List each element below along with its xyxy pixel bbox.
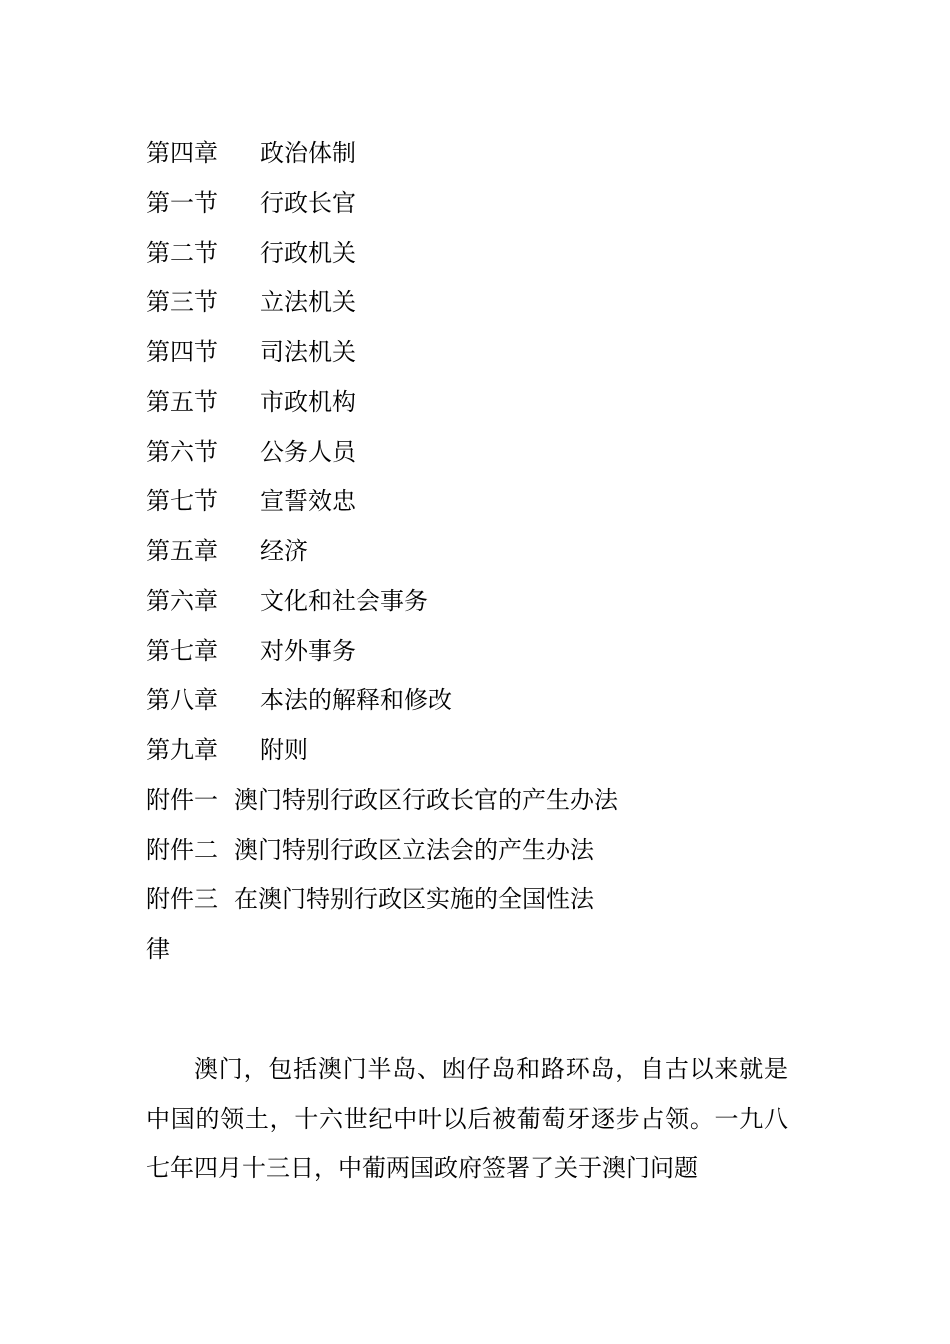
toc-number: 第七章: [146, 636, 218, 665]
toc-entry-chapter-7: [146, 628, 666, 678]
toc-entry-annex-1: [146, 777, 666, 827]
preamble: [146, 1045, 788, 1194]
toc-number: 第四章: [146, 139, 218, 167]
toc-entry-chapter-8: [146, 677, 666, 727]
toc-title: 行政长官: [260, 188, 356, 217]
toc-title: 行政机关: [260, 238, 356, 267]
toc-title: 司法机关: [260, 338, 356, 366]
toc-title: 本法的解释和修改: [260, 686, 452, 715]
toc-title: 市政机构: [260, 387, 356, 416]
toc-number: 第三节: [146, 288, 218, 317]
toc-entry-annex-3: [146, 876, 666, 926]
toc-title: 立法机关: [260, 288, 356, 317]
annex-number: 附件二: [146, 835, 218, 864]
toc-title: 政治体制: [260, 139, 356, 167]
toc-number: 第七节: [146, 487, 218, 516]
toc-number: 第五节: [146, 387, 218, 416]
annex-title: 澳门特别行政区行政长官的产生办法: [234, 785, 618, 814]
annex-title: 在澳门特别行政区实施的全国性法: [234, 885, 594, 914]
toc-number: 第五章: [146, 537, 218, 565]
toc-title: 公务人员: [260, 437, 356, 466]
toc-title: 文化和社会事务: [260, 586, 428, 615]
annex-title-continuation: 律: [146, 935, 170, 963]
toc-number: 第六章: [146, 586, 218, 615]
toc-entry-section-5: [146, 379, 666, 429]
toc-number: 第九章: [146, 736, 218, 764]
toc-entry-chapter-5: [146, 528, 666, 578]
toc-number: 第一节: [146, 188, 218, 217]
toc-entry-section-4: [146, 329, 666, 379]
toc-number: 第二节: [146, 238, 218, 267]
toc-entry-section-3: [146, 279, 666, 329]
annex-number: 附件三: [146, 885, 218, 914]
toc-title: 宣誓效忠: [260, 487, 356, 516]
toc-entry-section-1: [146, 180, 666, 230]
toc-number: 第八章: [146, 686, 218, 715]
toc-number: 第六节: [146, 437, 218, 466]
toc-title: 对外事务: [260, 636, 356, 665]
toc-title: 经济: [260, 537, 308, 565]
toc-entry-section-2: [146, 230, 666, 280]
toc-entry-chapter-9: [146, 727, 666, 777]
toc-entry-chapter-4: [146, 130, 666, 180]
toc-entry-section-7: [146, 478, 666, 528]
annex-number: 附件一: [146, 785, 218, 814]
toc-entry-chapter-6: [146, 578, 666, 628]
toc-entry-section-6: [146, 429, 666, 479]
table-of-contents: [146, 130, 666, 976]
toc-title: 附则: [260, 736, 308, 764]
annex-title: 澳门特别行政区立法会的产生办法: [234, 835, 594, 864]
toc-number: 第四节: [146, 338, 218, 366]
preamble-paragraph: 澳门，包括澳门半岛、凼仔岛和路环岛，自古以来就是中国的领土，十六世纪中叶以后被葡萄牙逐步占领。一九八七年四月十三日，中葡两国政府签署了关于澳门问题: [146, 1055, 788, 1182]
toc-entry-annex-2: [146, 827, 666, 877]
